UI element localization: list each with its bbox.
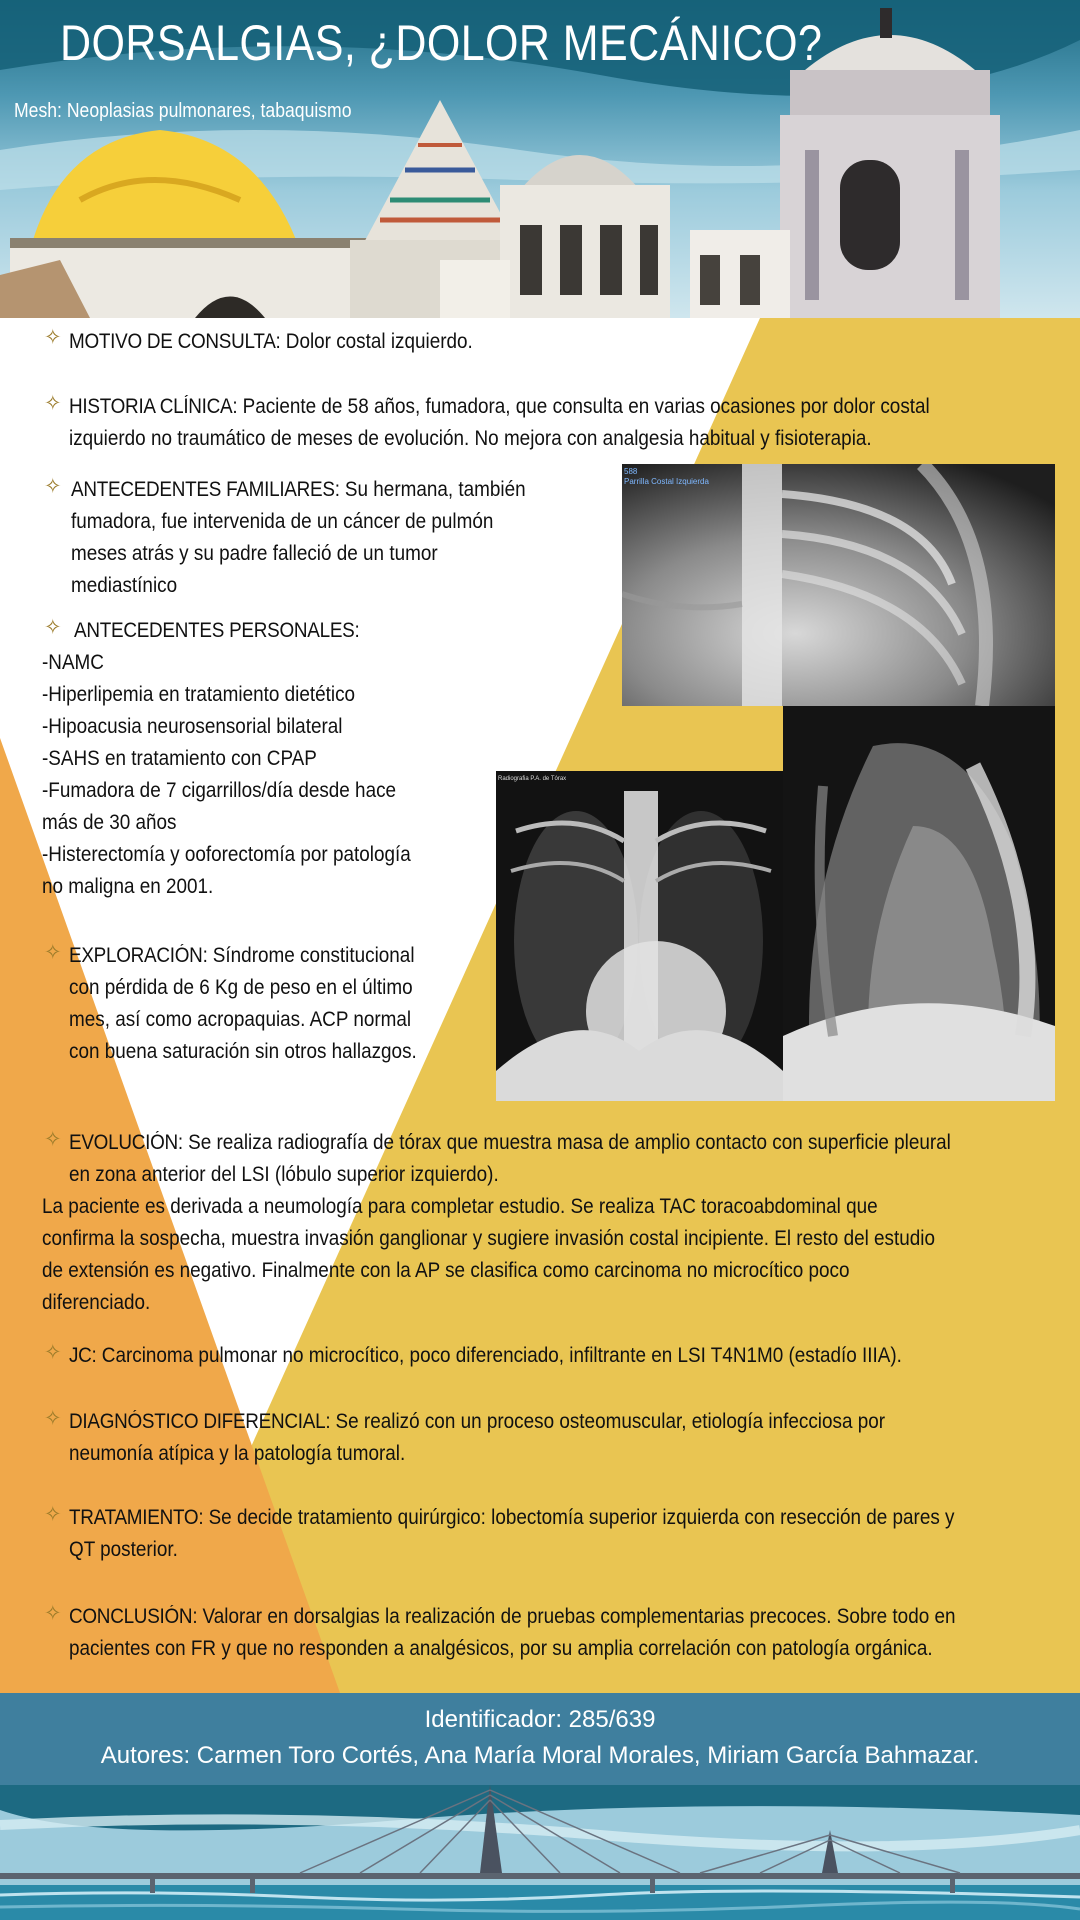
xray-pa-chest-image bbox=[496, 771, 783, 1101]
mesh-keywords: Mesh: Neoplasias pulmonares, tabaquismo bbox=[14, 100, 352, 122]
personales-item: -Hipoacusia neurosensorial bilateral bbox=[42, 715, 343, 738]
personales-item: -Hiperlipemia en tratamiento dietético bbox=[42, 683, 356, 706]
exploracion-line-4: con buena saturación sin otros hallazgos. bbox=[69, 1040, 417, 1063]
bullet-icon: ✧ bbox=[44, 392, 62, 415]
xray1-caption: Parrilla Costal Izquierda bbox=[624, 477, 709, 486]
bullet-icon: ✧ bbox=[44, 616, 62, 639]
conclusion-label: CONCLUSIÓN: bbox=[69, 1605, 198, 1628]
exploracion-line-3: mes, así como acropaquias. ACP normal bbox=[69, 1008, 412, 1031]
familiares-label: ANTECEDENTES FAMILIARES: bbox=[71, 478, 340, 501]
authors: Autores: Carmen Toro Cortés, Ana María Moral Morales, Miriam García Bahmazar. bbox=[100, 1742, 980, 1769]
jc-text: Carcinoma pulmonar no microcítico, poco diferenciado, infiltrante en LSI T4N1M0 (estadío IIIA). bbox=[96, 1344, 902, 1367]
personales-heading-block bbox=[74, 615, 494, 647]
conclusion-line-2: pacientes con FR y que no responden a analgésicos, por su amplia correlación con patología orgánica. bbox=[69, 1637, 933, 1660]
evolucion-line-1: Se realiza radiografía de tórax que muestra masa de amplio contacto con superficie pleural bbox=[182, 1131, 951, 1154]
evolucion-paragraph-line: de extensión es negativo. Finalmente con la AP se clasifica como carcinoma no microcítico poco bbox=[42, 1259, 850, 1282]
section-diagnostico bbox=[69, 1406, 1080, 1470]
personales-item: -SAHS en tratamiento con CPAP bbox=[42, 747, 317, 770]
section-jc bbox=[69, 1340, 1080, 1372]
xray2-caption: Radiografia P.A. de Tórax bbox=[498, 776, 567, 782]
historia-line-2: izquierdo no traumático de meses de evolución. No mejora con analgesia habitual y fisioterapia. bbox=[69, 427, 872, 450]
familiares-line-2: fumadora, fue intervenida de un cáncer de pulmón bbox=[71, 510, 494, 533]
historia-label: HISTORIA CLÍNICA: bbox=[69, 395, 238, 418]
xray-lateral-chest-image bbox=[783, 706, 1055, 1101]
evolucion-paragraph bbox=[42, 1191, 1080, 1319]
section-familiares bbox=[71, 474, 711, 602]
conclusion-line-1: Valorar en dorsalgias la realización de pruebas complementarias precoces. Sobre todo en bbox=[197, 1605, 956, 1628]
evolucion-label: EVOLUCIÓN: bbox=[69, 1131, 183, 1154]
exploracion-line-2: con pérdida de 6 Kg de peso en el último bbox=[69, 976, 413, 999]
bullet-icon: ✧ bbox=[44, 1602, 62, 1625]
motivo-label: MOTIVO DE CONSULTA: bbox=[69, 330, 281, 353]
exploracion-label: EXPLORACIÓN: bbox=[69, 944, 208, 967]
section-tratamiento bbox=[69, 1502, 1080, 1566]
bullet-icon: ✧ bbox=[44, 326, 62, 349]
personales-item: más de 30 años bbox=[42, 811, 177, 834]
diagnostico-line-2: neumonía atípica y la patología tumoral. bbox=[69, 1442, 406, 1465]
section-motivo bbox=[69, 326, 1049, 358]
section-exploracion bbox=[69, 940, 529, 1068]
bullet-icon: ✧ bbox=[44, 941, 62, 964]
bullet-icon: ✧ bbox=[44, 1407, 62, 1430]
evolucion-paragraph-line: confirma la sospecha, muestra invasión ganglionar y sugiere invasión costal incipiente. El resto del estudio bbox=[42, 1227, 935, 1250]
section-conclusion bbox=[69, 1601, 1080, 1665]
bullet-icon: ✧ bbox=[44, 1503, 62, 1526]
poster-title: DORSALGIAS, ¿DOLOR MECÁNICO? bbox=[60, 15, 823, 71]
section-personales-list bbox=[42, 647, 562, 903]
evolucion-paragraph-line: diferenciado. bbox=[42, 1291, 151, 1314]
personales-item: no maligna en 2001. bbox=[42, 875, 214, 898]
tratamiento-line-1: Se decide tratamiento quirúrgico: lobectomía superior izquierda con resección de pares y bbox=[203, 1506, 955, 1529]
evolucion-paragraph-line: La paciente es derivada a neumología para completar estudio. Se realiza TAC toracoabdominal que bbox=[42, 1195, 878, 1218]
section-evolucion bbox=[69, 1127, 1080, 1191]
familiares-line-1: Su hermana, también bbox=[339, 478, 526, 501]
tratamiento-label: TRATAMIENTO: bbox=[69, 1506, 204, 1529]
diagnostico-line-1: Se realizó con un proceso osteomuscular, etiología infecciosa por bbox=[330, 1410, 886, 1433]
personales-item: -Fumadora de 7 cigarrillos/día desde hace bbox=[42, 779, 397, 802]
personales-label: ANTECEDENTES PERSONALES: bbox=[74, 619, 360, 642]
xray-rib-cage-image bbox=[622, 464, 1055, 706]
section-historia bbox=[69, 391, 1080, 455]
bullet-icon: ✧ bbox=[44, 1128, 62, 1151]
personales-item: -NAMC bbox=[42, 651, 104, 674]
historia-line-1: Paciente de 58 años, fumadora, que consulta en varias ocasiones por dolor costal bbox=[237, 395, 930, 418]
bridge-illustration bbox=[0, 1785, 1080, 1920]
familiares-line-4: mediastínico bbox=[71, 574, 178, 597]
diagnostico-label: DIAGNÓSTICO DIFERENCIAL: bbox=[69, 1410, 331, 1433]
exploracion-line-1: Síndrome constitucional bbox=[207, 944, 415, 967]
tratamiento-line-2: QT posterior. bbox=[69, 1538, 178, 1561]
evolucion-line-2: en zona anterior del LSI (lóbulo superior izquierdo). bbox=[69, 1163, 499, 1186]
bullet-icon: ✧ bbox=[44, 475, 62, 498]
personales-item: -Histerectomía y ooforectomía por patología bbox=[42, 843, 411, 866]
identifier: Identificador: 285/639 bbox=[424, 1706, 656, 1733]
header-banner bbox=[0, 0, 1080, 318]
familiares-line-3: meses atrás y su padre falleció de un tumor bbox=[71, 542, 438, 565]
bullet-icon: ✧ bbox=[44, 1341, 62, 1364]
jc-label: JC: bbox=[69, 1344, 97, 1367]
motivo-text: Dolor costal izquierdo. bbox=[280, 330, 473, 353]
xray1-tag: 588 bbox=[624, 467, 638, 476]
